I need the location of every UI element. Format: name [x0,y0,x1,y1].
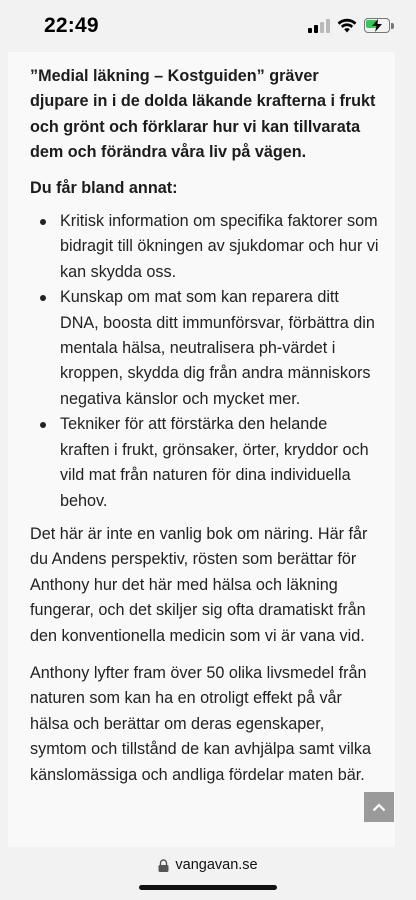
home-indicator[interactable] [139,885,277,890]
bullet-dot-icon [40,422,46,428]
list-item: Kritisk information om specifika faktorer som bidragit till ökningen av sjukdomar och hur vi kan skydda oss. [30,209,379,285]
article-content[interactable] [8,52,395,847]
url-display[interactable] [0,857,416,873]
list-item: Kunskap om mat som kan reparera ditt DNA, boosta ditt immunförsvar, förbättra din mentala hälsa, neutralisera ph-värdet i kroppen, skydda dig från andra människors negativa känslor och mycket mer. [30,285,379,412]
status-time: 22:49 [44,14,99,37]
status-bar [0,0,416,52]
bullet-dot-icon [40,295,46,301]
browser-address-bar[interactable] [0,847,416,900]
status-icons [308,18,394,33]
article-intro: ”Medial läkning – Kostguiden” gräver djupare in i de dolda läkande krafterna i frukt och grönt och förklarar hur vi kan tillvarata dem och förändra våra liv på vägen. [30,67,376,162]
wifi-icon [337,18,357,33]
bullet-dot-icon [40,219,46,225]
url-text: vangavan.se [175,857,258,873]
benefit-list [30,209,379,514]
scroll-to-top-button[interactable] [364,792,394,822]
battery-charging-icon [364,18,394,33]
lock-icon [158,859,169,872]
article-subhead: Du får bland annat: [30,178,178,197]
chevron-up-icon [372,802,386,812]
cellular-signal-icon [308,19,330,33]
article-paragraph: Anthony lyfter fram över 50 olika livsmedel från naturen som kan ha en otroligt effekt på vår hälsa och berättar om deras egenskaper, symtom och tillstånd de kan avhjälpa samt vilka känslomässiga och andliga fördelar maten bär. [30,663,371,784]
list-item: Tekniker för att förstärka den helande kraften i frukt, grönsaker, örter, kryddor och vild mat från naturen för dina individuella behov. [30,412,379,514]
article-paragraph: Det här är inte en vanlig bok om näring. Här får du Andens perspektiv, rösten som berättar för Anthony hur det här med hälsa och läkning fungerar, och det skiljer sig ofta dramatiskt från den konventionella medicin som vi är vana vid. [30,524,368,645]
